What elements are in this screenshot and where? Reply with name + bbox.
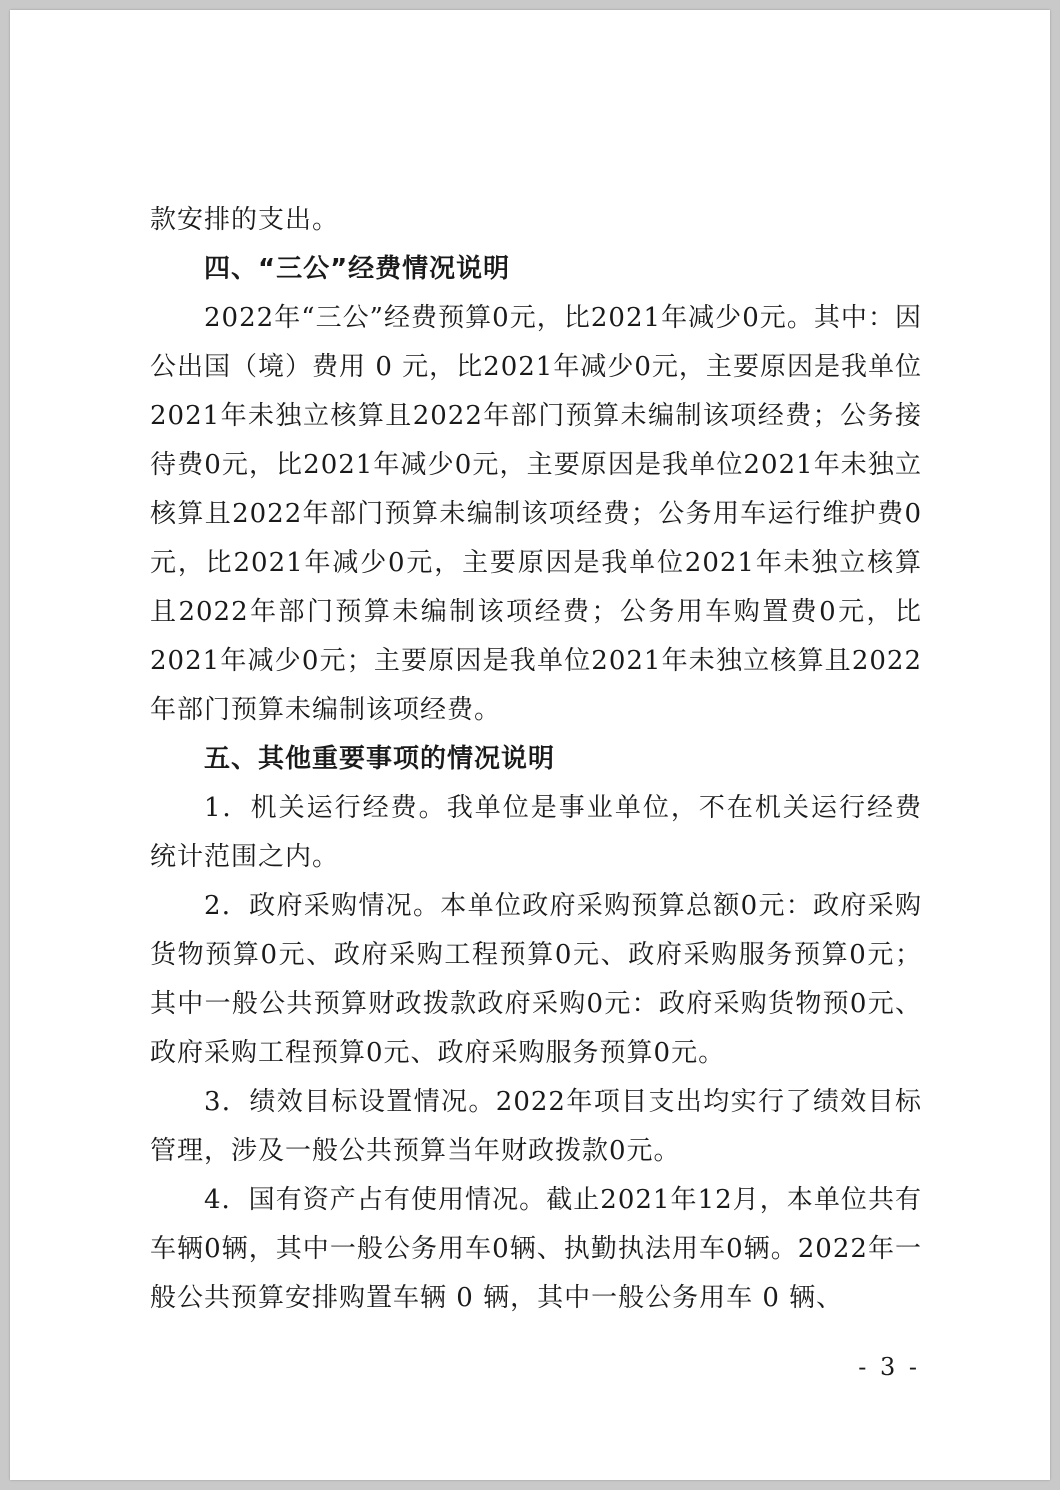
document-body [150, 196, 922, 1323]
paragraph-item-3: 3．绩效目标设置情况。2022年项目支出均实行了绩效目标管理，涉及一般公共预算当年财政拨款0元。 [150, 1087, 922, 1166]
paragraph-three-public-expenses: 2022年“三公”经费预算0元，比2021年减少0元。其中：因公出国（境）费用 0 元，比2021年减少0元，主要原因是我单位2021年未独立核算且2022年部门预算未编制该项经费；公务接待费0元，比2021年减少0元，主要原因是我单位2021年未独立核算且2022年部门预算未编制该项经费；公务用车运行维护费0元，比2021年减少0元，主要原因是我单位2021年未独立核算且2022年部门预算未编制该项经费；公务用车购置费0元，比2021年减少0元；主要原因是我单位2021年未独立核算且2022年部门预算未编制该项经费。 [150, 303, 922, 725]
document-page [10, 10, 1050, 1480]
paragraph-item-2: 2．政府采购情况。本单位政府采购预算总额0元：政府采购货物预算0元、政府采购工程预算0元、政府采购服务预算0元；其中一般公共预算财政拨款政府采购0元：政府采购货物预0元、政府采购工程预算0元、政府采购服务预算0元。 [150, 891, 922, 1068]
paragraph-continuation: 款安排的支出。 [150, 205, 340, 235]
paragraph-item-1: 1．机关运行经费。我单位是事业单位，不在机关运行经费统计范围之内。 [150, 793, 922, 872]
section-heading-four: 四、“三公”经费情况说明 [204, 254, 511, 284]
section-heading-five: 五、其他重要事项的情况说明 [204, 744, 556, 774]
paragraph-item-4: 4．国有资产占有使用情况。截止2021年12月，本单位共有车辆0辆，其中一般公务用车0辆、执勤执法用车0辆。2022年一般公共预算安排购置车辆 0 辆，其中一般公务用车 0 辆、 [150, 1185, 922, 1313]
page-number: - 3 - [858, 1353, 920, 1381]
